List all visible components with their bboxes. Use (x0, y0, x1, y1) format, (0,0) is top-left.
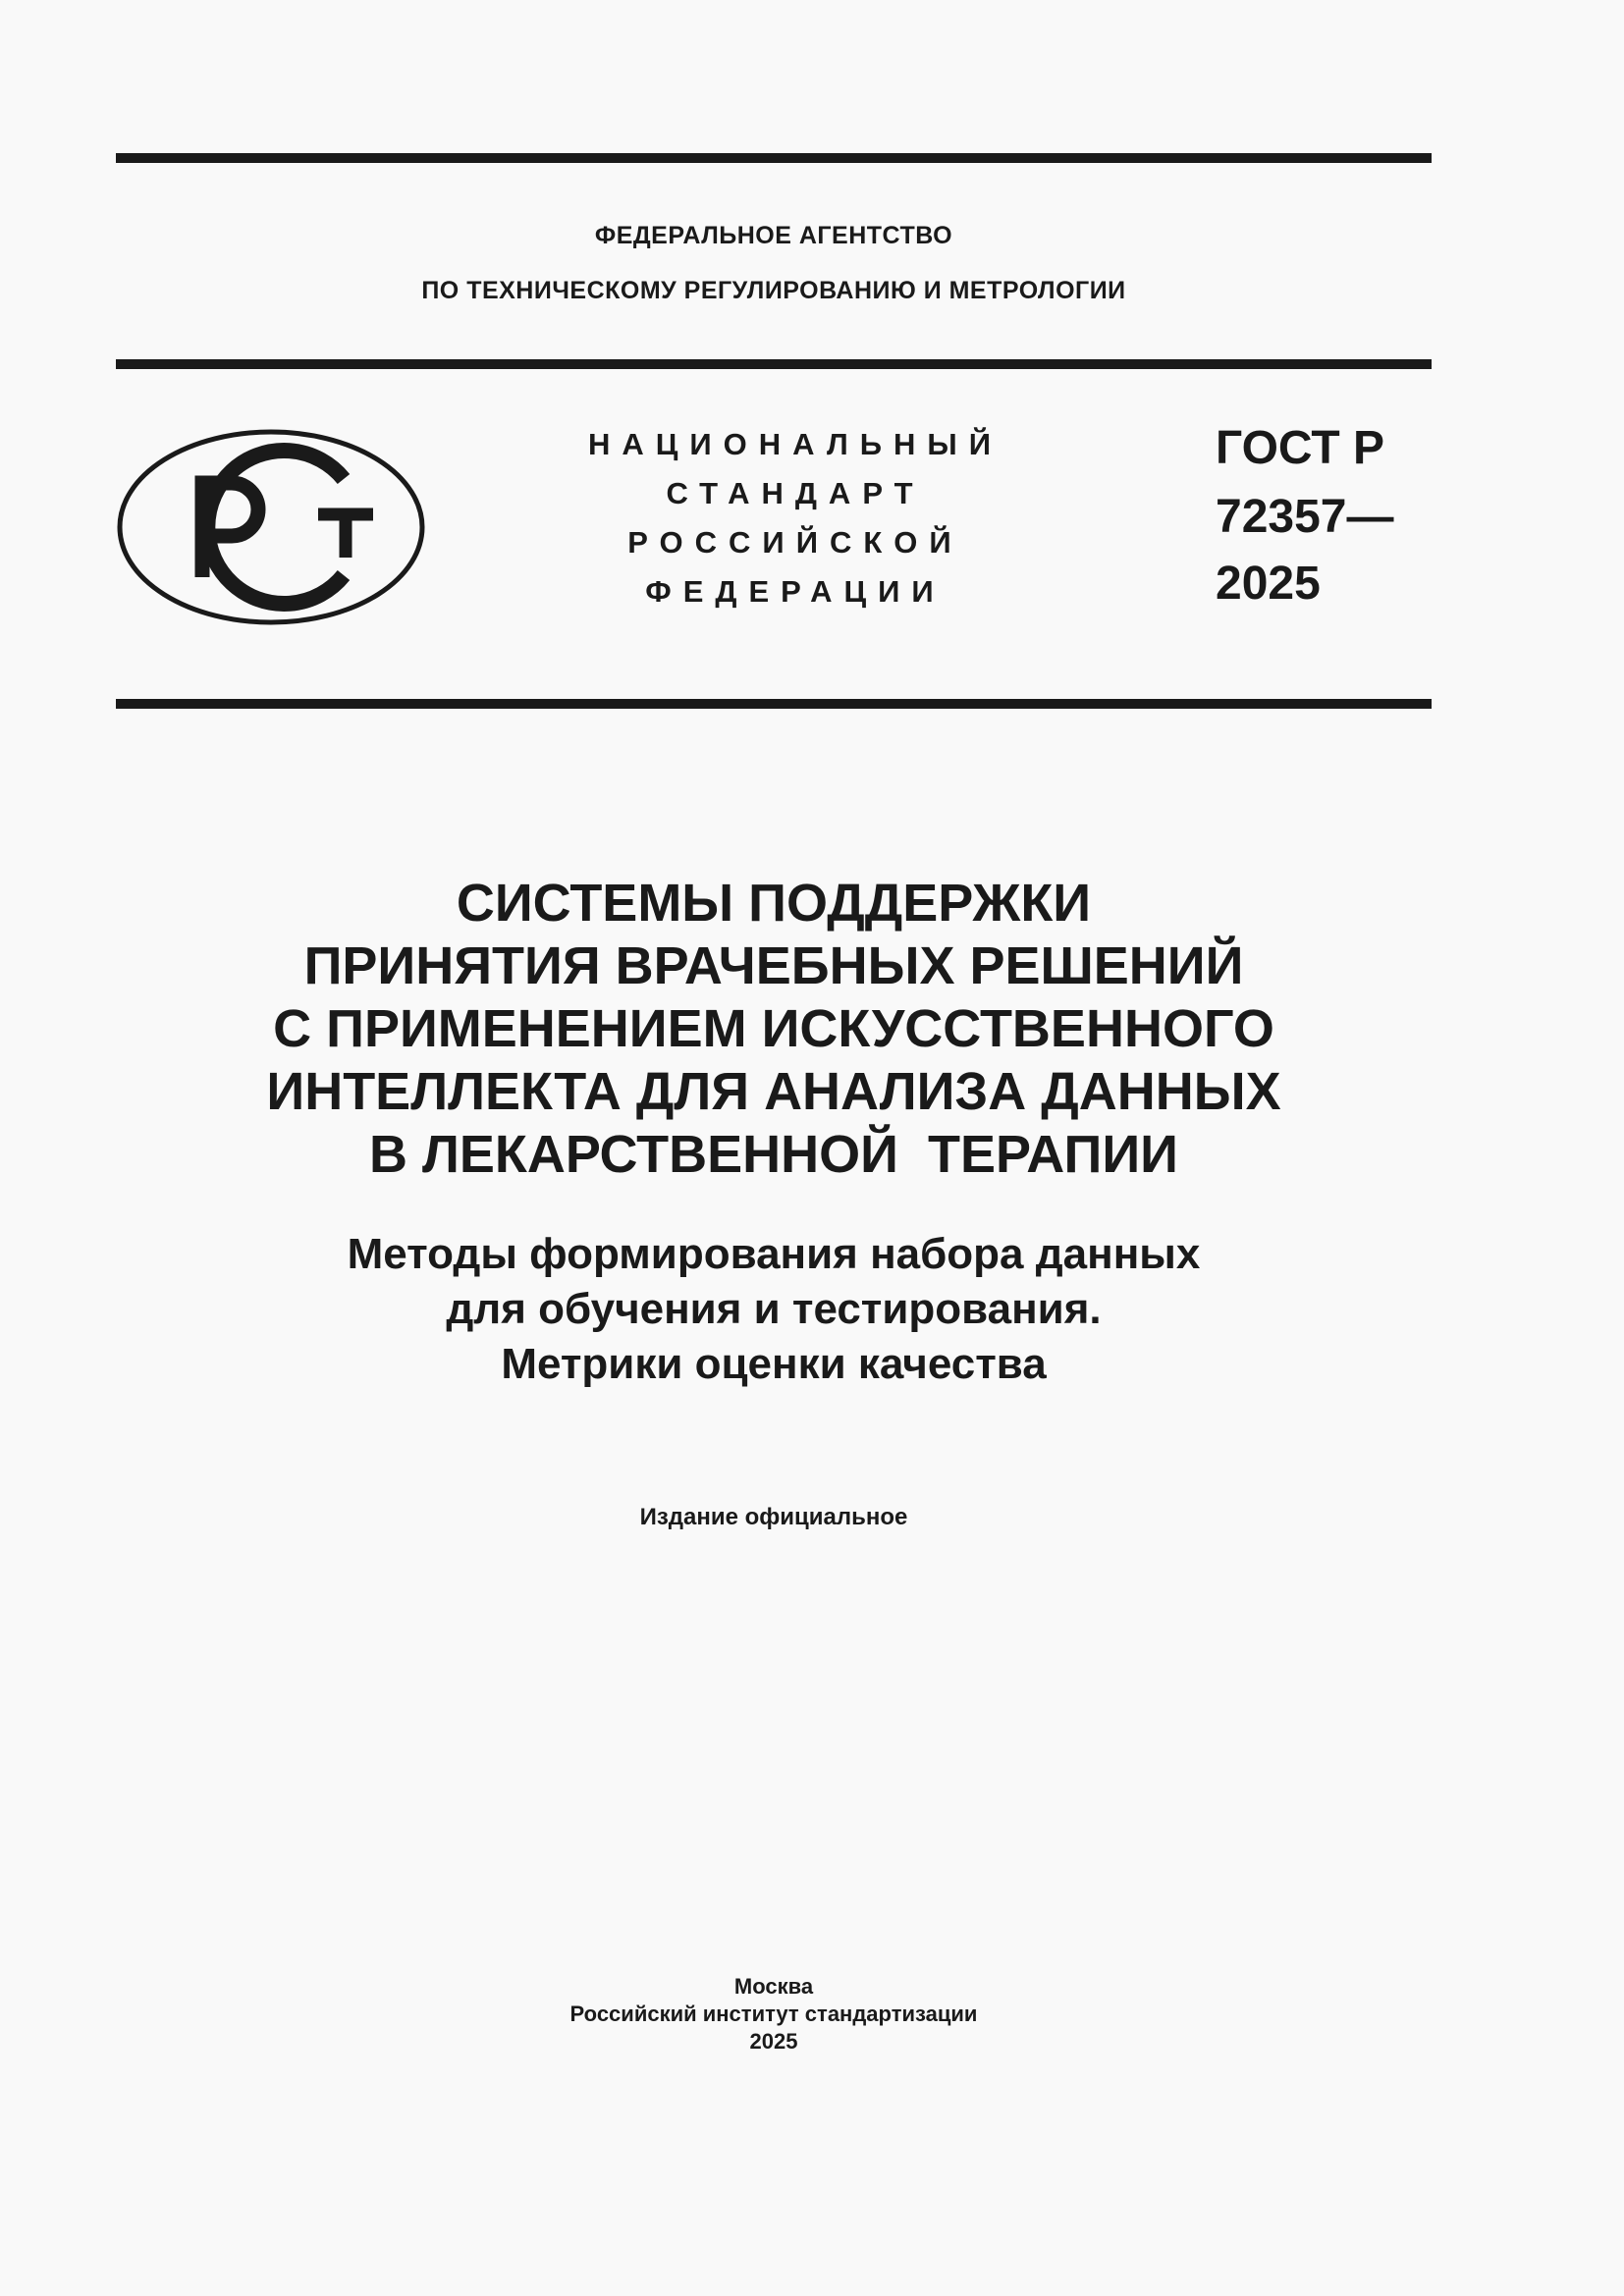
document-title (116, 872, 1432, 1186)
edition-note: Издание официальное (639, 1504, 908, 1530)
top-rule (116, 153, 1432, 163)
national-line-4: ФЕДЕРАЦИИ (645, 574, 946, 609)
standard-designation-line-3: 2025 (1216, 558, 1321, 610)
rst-gost-logo-icon (116, 428, 426, 626)
publisher-block (116, 1973, 1432, 2056)
agency-line-2: ПО ТЕХНИЧЕСКОМУ РЕГУЛИРОВАНИЮ И МЕТРОЛОГИИ (421, 277, 1126, 304)
title-line-3: С ПРИМЕНЕНИЕМ ИСКУССТВЕННОГО (273, 999, 1274, 1058)
agency-line-1: ФЕДЕРАЛЬНОЕ АГЕНТСТВО (594, 222, 953, 249)
national-line-2: СТАНДАРТ (666, 476, 925, 510)
national-line-1: НАЦИОНАЛЬНЫЙ (587, 427, 1003, 461)
document-subtitle (116, 1227, 1432, 1392)
title-line-5: В ЛЕКАРСТВЕННОЙ ТЕРАПИИ (368, 1125, 1178, 1184)
publisher-institute: Российский институт стандартизации (569, 2002, 978, 2026)
title-line-4: ИНТЕЛЛЕКТА ДЛЯ АНАЛИЗА ДАННЫХ (266, 1062, 1281, 1121)
bottom-rule (116, 699, 1432, 709)
publisher-city: Москва (733, 1974, 814, 1999)
standard-designation-line-1: ГОСТ Р (1216, 422, 1385, 474)
middle-rule (116, 359, 1432, 369)
subtitle-line-3: Метрики оценки качества (501, 1340, 1047, 1388)
subtitle-line-1: Методы формирования набора данных (347, 1230, 1201, 1278)
publisher-year: 2025 (749, 2029, 798, 2054)
national-line-3: РОССИЙСКОЙ (627, 525, 963, 560)
standard-designation-line-2: 72357— (1216, 491, 1394, 543)
title-line-1: СИСТЕМЫ ПОДДЕРЖКИ (456, 874, 1092, 933)
title-line-2: ПРИНЯТИЯ ВРАЧЕБНЫХ РЕШЕНИЙ (303, 936, 1244, 995)
subtitle-line-2: для обучения и тестирования. (446, 1285, 1102, 1333)
